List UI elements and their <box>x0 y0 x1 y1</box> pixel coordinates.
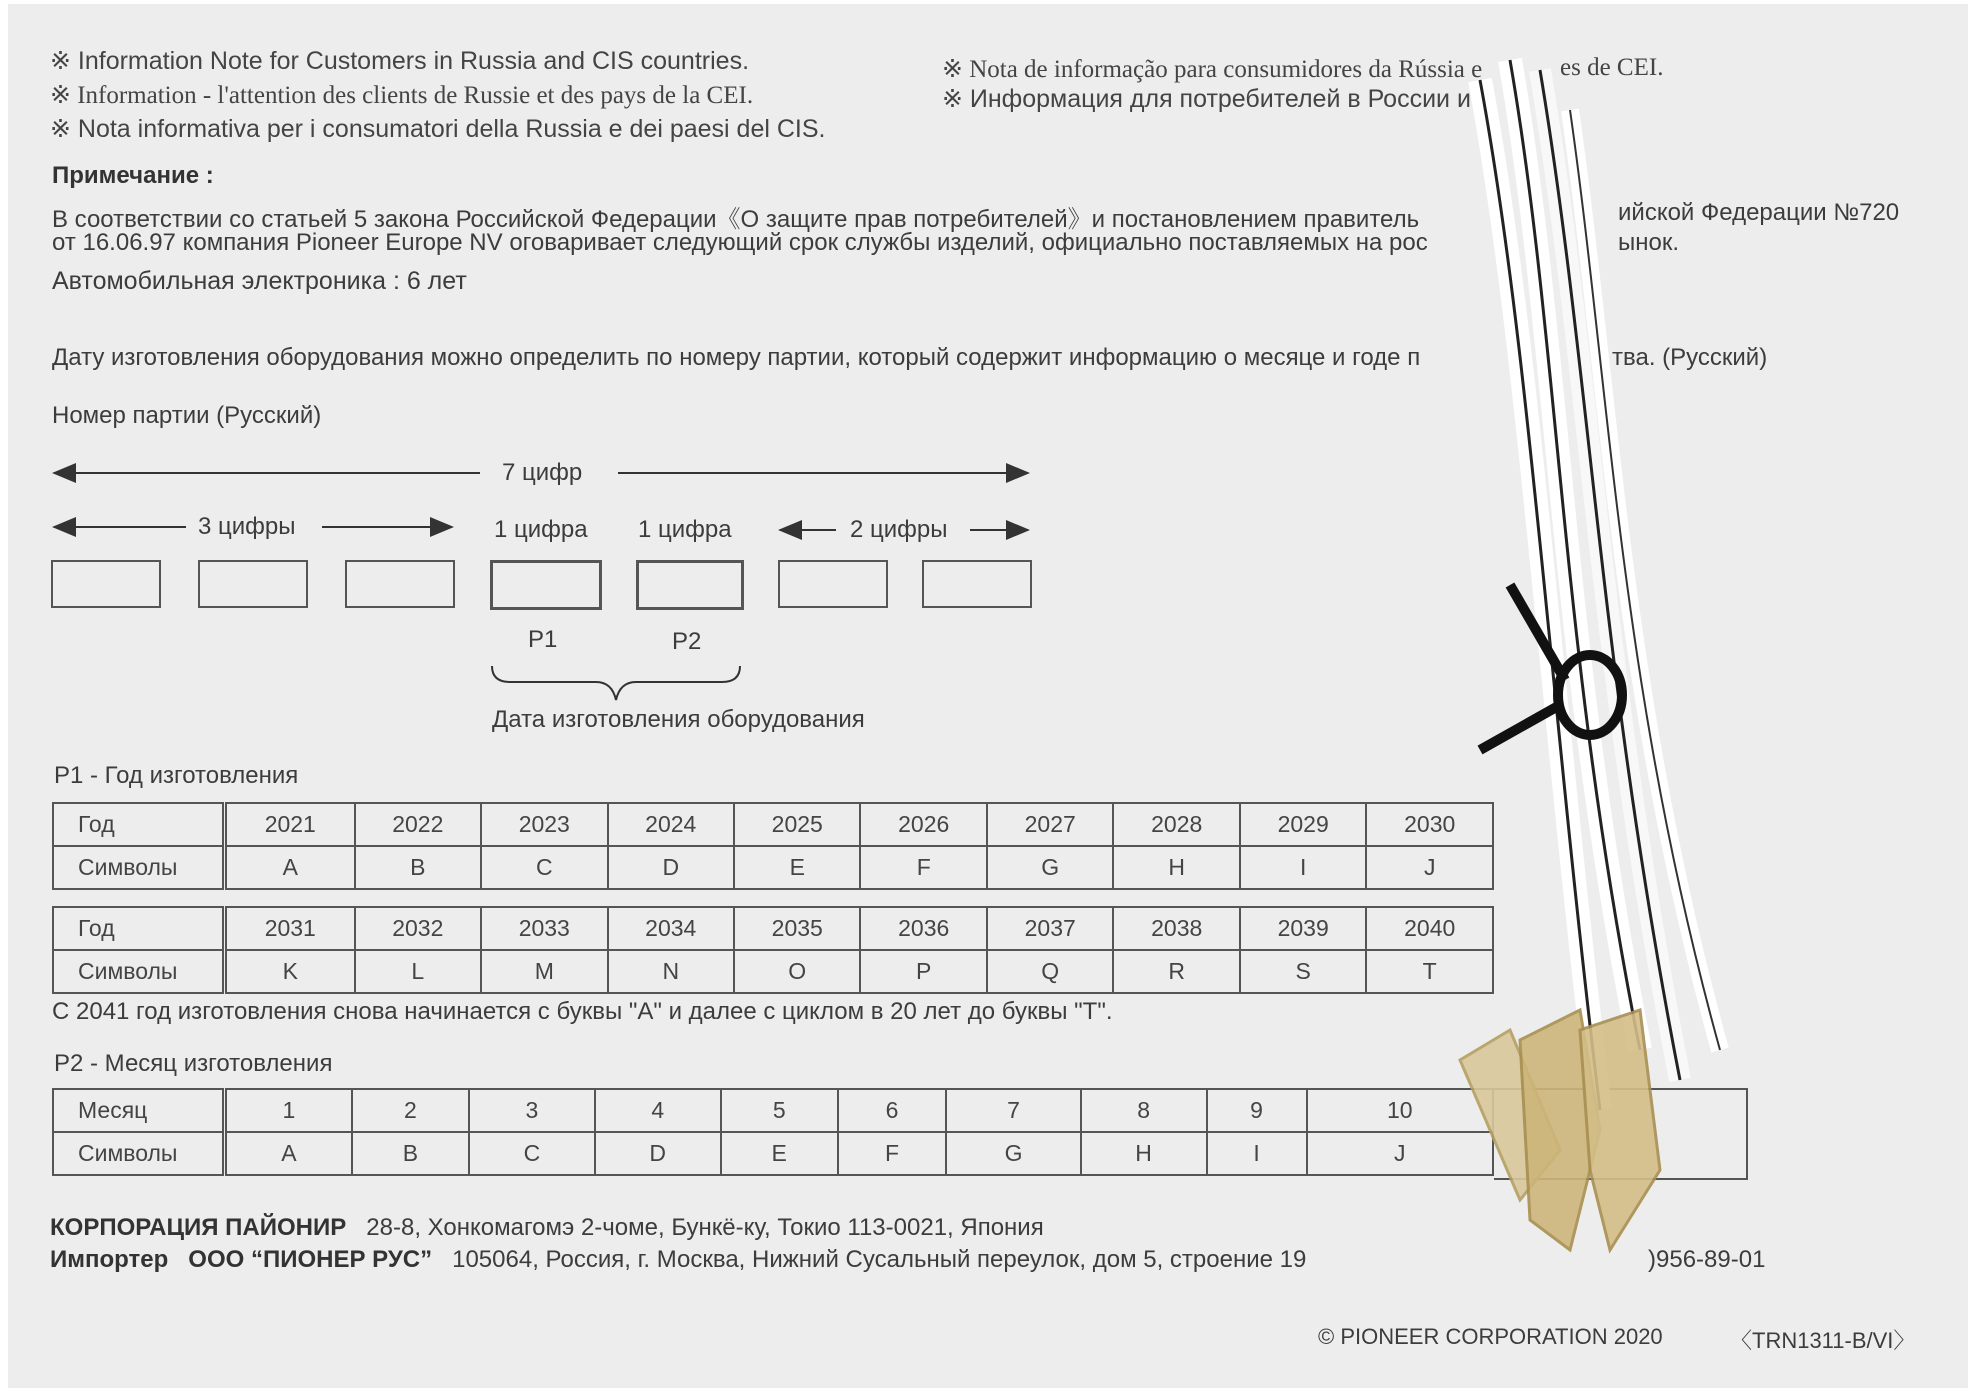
table-cell: 2036 <box>860 907 986 950</box>
batch-number-label: Номер партии (Русский) <box>52 402 322 429</box>
table-cell: 2035 <box>734 907 860 950</box>
table-cell: I <box>1240 846 1366 889</box>
wire-harness-image <box>1440 50 1780 1300</box>
date-explanation-tail: тва. (Русский) <box>1612 344 1768 371</box>
one-digit-label-p1: 1 цифра <box>494 516 588 543</box>
note-line2-tail: ынок. <box>1618 229 1680 256</box>
three-digits-label: 3 цифры <box>198 513 296 540</box>
table-cell: 8 <box>1081 1089 1207 1132</box>
table-cell: 2039 <box>1240 907 1366 950</box>
table-cell: 2 <box>352 1089 469 1132</box>
year-table-1 <box>52 802 1494 890</box>
table-cell: S <box>1240 950 1366 993</box>
table-cell: D <box>608 846 734 889</box>
table-cell: 2029 <box>1240 803 1366 846</box>
table-row <box>53 846 1493 889</box>
table-cell: M <box>481 950 607 993</box>
header-line-pt: ※ Nota de informação para consumidores da Rússia e <box>942 56 1483 83</box>
table-cell: 5 <box>721 1089 838 1132</box>
table-cell: T <box>1366 950 1493 993</box>
p2-label: P2 <box>672 628 702 655</box>
table-cell: J <box>1366 846 1493 889</box>
header-line-en: ※ Information Note for Customers in Russia and CIS countries. <box>50 47 750 75</box>
month-row-label: Месяц <box>53 1089 225 1132</box>
digit-box-7 <box>922 560 1032 608</box>
header-line-it: ※ Nota informativa per i consumatori della Russia e dei paesi del CIS. <box>50 115 826 143</box>
table-cell: R <box>1113 950 1239 993</box>
table-row <box>53 950 1493 993</box>
table-cell: 9 <box>1207 1089 1307 1132</box>
table-cell: 2023 <box>481 803 607 846</box>
table-cell: C <box>469 1132 595 1175</box>
year-table-2 <box>52 906 1494 994</box>
service-life: Автомобильная электроника : 6 лет <box>52 267 467 295</box>
table-cell: 4 <box>595 1089 721 1132</box>
year-row-label: Год <box>53 907 225 950</box>
symbol-row-label: Символы <box>53 846 225 889</box>
table-cell: N <box>608 950 734 993</box>
table-cell: D <box>595 1132 721 1175</box>
note-line2: от 16.06.97 компания Pioneer Europe NV оговаривает следующий срок службы изделий, официально поставляемых на рос <box>52 229 1428 256</box>
table-cell: E <box>734 846 860 889</box>
table-cell: 2033 <box>481 907 607 950</box>
date-caption: Дата изготовления оборудования <box>492 706 865 733</box>
table-row <box>53 803 1493 846</box>
table-cell: G <box>946 1132 1080 1175</box>
table-cell: 2030 <box>1366 803 1493 846</box>
table-cell: 2034 <box>608 907 734 950</box>
table-cell: 2028 <box>1113 803 1239 846</box>
month-section-title: P2 - Месяц изготовления <box>54 1050 333 1077</box>
table-cell: 2025 <box>734 803 860 846</box>
table-cell: G <box>987 846 1113 889</box>
table-cell: F <box>860 846 986 889</box>
table-cell: A <box>225 1132 352 1175</box>
table-cell: 1 <box>225 1089 352 1132</box>
corp-address: 28-8, Хонкомагомэ 2-чоме, Бункё-ку, Токио 113-0021, Япония <box>366 1214 1044 1241</box>
header-line-ru: ※ Информация для потребителей в России и <box>942 85 1471 113</box>
table-cell: Q <box>987 950 1113 993</box>
table-cell: 2022 <box>355 803 481 846</box>
table-cell: 2037 <box>987 907 1113 950</box>
table-cell: 3 <box>469 1089 595 1132</box>
date-explanation: Дату изготовления оборудования можно определить по номеру партии, который содержит информацию о месяце и годе п <box>52 344 1421 371</box>
table-cell: 2032 <box>355 907 481 950</box>
cycle-note: С 2041 год изготовления снова начинается с буквы "A" и далее с циклом в 20 лет до буквы "T". <box>52 998 1113 1025</box>
table-cell: 2021 <box>225 803 355 846</box>
table-cell: B <box>352 1132 469 1175</box>
table-cell: O <box>734 950 860 993</box>
year-row-label: Год <box>53 803 225 846</box>
table-cell: 6 <box>838 1089 947 1132</box>
document-code: 〈TRN1311-B/VI〉 <box>1730 1328 1916 1353</box>
table-row <box>53 1089 1493 1132</box>
table-cell: 2031 <box>225 907 355 950</box>
one-digit-label-p2: 1 цифра <box>638 516 732 543</box>
digit-box-1 <box>51 560 161 608</box>
digit-box-6 <box>778 560 888 608</box>
note-title: Примечание : <box>52 162 214 189</box>
table-cell: H <box>1113 846 1239 889</box>
corp-line <box>50 1214 1044 1242</box>
importer-label: Импортер <box>50 1246 169 1273</box>
table-cell: F <box>838 1132 947 1175</box>
seven-digits-label: 7 цифр <box>502 459 583 486</box>
table-cell: J <box>1307 1132 1494 1175</box>
table-cell: A <box>225 846 355 889</box>
importer-name: ООО “ПИОНЕР РУС” <box>188 1246 433 1273</box>
table-cell: 10 <box>1307 1089 1494 1132</box>
table-cell: L <box>355 950 481 993</box>
note-line1-tail: ийской Федерации №720 <box>1618 199 1900 226</box>
note-line1: В соответствии со статьей 5 закона Российской Федерации《О защите прав потребителей》и постановлением правитель <box>52 206 1420 233</box>
table-cell: I <box>1207 1132 1307 1175</box>
month-table <box>52 1088 1494 1176</box>
p1-label: P1 <box>528 626 558 653</box>
digit-box-p1 <box>490 560 602 610</box>
importer-address: 105064, Россия, г. Москва, Нижний Сусальный переулок, дом 5, строение 19 <box>452 1246 1307 1273</box>
table-cell: H <box>1081 1132 1207 1175</box>
symbol-row-label: Символы <box>53 950 225 993</box>
copyright: © PIONEER CORPORATION 2020 <box>1318 1324 1663 1349</box>
table-cell: P <box>860 950 986 993</box>
two-digits-label: 2 цифры <box>850 516 948 543</box>
table-cell: E <box>721 1132 838 1175</box>
corp-name: КОРПОРАЦИЯ ПАЙОНИР <box>50 1214 347 1241</box>
importer-line <box>50 1246 1306 1274</box>
digit-box-p2 <box>636 560 744 610</box>
symbol-row-label: Символы <box>53 1132 225 1175</box>
table-cell: 2024 <box>608 803 734 846</box>
table-cell: 2040 <box>1366 907 1493 950</box>
table-cell: 2027 <box>987 803 1113 846</box>
table-cell: 7 <box>946 1089 1080 1132</box>
table-row <box>53 1132 1493 1175</box>
table-cell: K <box>225 950 355 993</box>
header-line-pt-tail: es de CEI. <box>1560 54 1664 81</box>
table-cell: B <box>355 846 481 889</box>
digit-box-3 <box>345 560 455 608</box>
year-section-title: P1 - Год изготовления <box>54 762 299 789</box>
table-cell: C <box>481 846 607 889</box>
digit-box-2 <box>198 560 308 608</box>
table-cell: 2038 <box>1113 907 1239 950</box>
table-row <box>53 907 1493 950</box>
table-cell: 2026 <box>860 803 986 846</box>
importer-phone: )956-89-01 <box>1648 1246 1766 1273</box>
header-line-fr: ※ Information - l'attention des clients de Russie et des pays de la CEI. <box>50 82 754 109</box>
